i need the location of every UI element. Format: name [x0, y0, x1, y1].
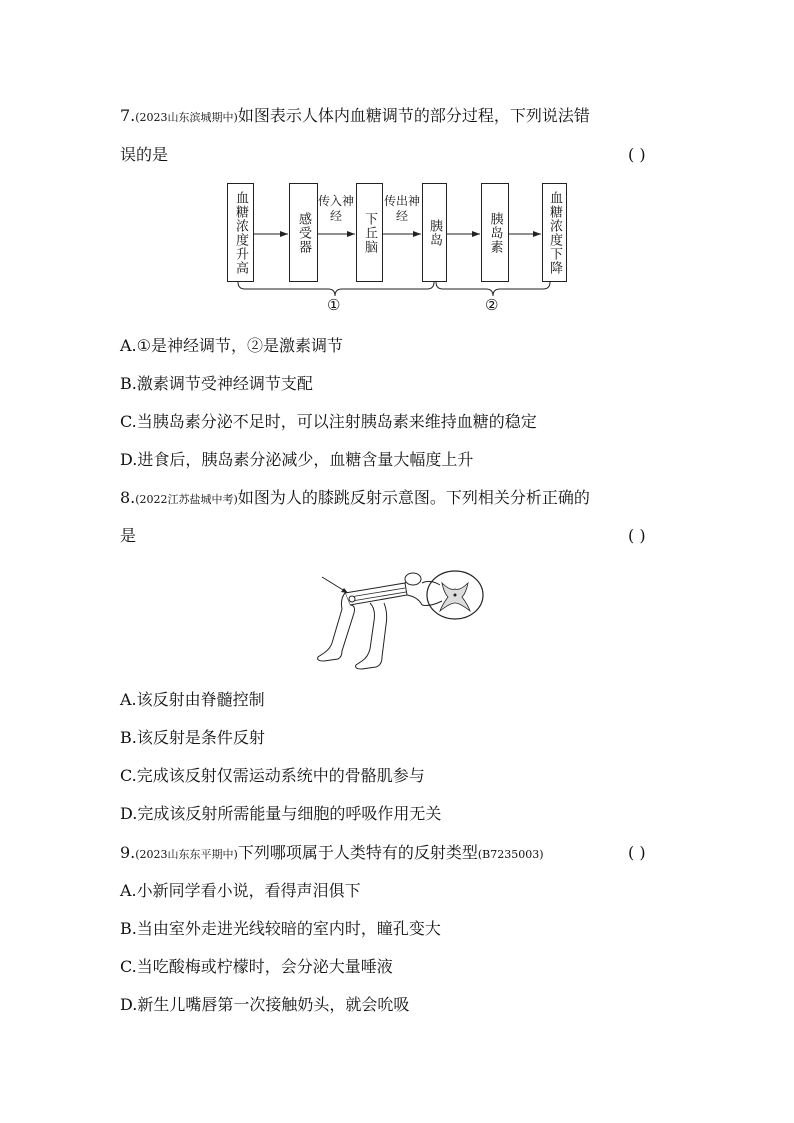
q9-option-d: D.新生儿嘴唇第一次接触奶头，就会吮吸 — [120, 995, 410, 1014]
q7-option-c: C.当胰岛素分泌不足时，可以注射胰岛素来维持血糖的稳定 — [120, 412, 537, 431]
q9-answer-blank: ( ) — [628, 843, 646, 862]
q8-stem-line1 — [120, 488, 590, 510]
q7-number: 7. — [120, 106, 136, 125]
brace-1 — [238, 282, 434, 296]
q8-number: 8. — [120, 488, 136, 507]
q8-stem-line2: 是 — [120, 526, 137, 545]
q7-source: (2023山东滨城期中) — [135, 111, 238, 124]
box-blood-sugar-drop: 血糖浓度下降 — [542, 183, 567, 282]
q8-option-c: C.完成该反射仅需运动系统中的骨骼肌参与 — [120, 766, 425, 785]
q9-stem-text: 下列哪项属于人类特有的反射类型 — [237, 843, 478, 862]
box-receptor: 感受器 — [289, 183, 318, 282]
q9-option-a: A.小新同学看小说，看得声泪俱下 — [120, 881, 361, 900]
brace-2 — [436, 282, 550, 296]
receptor-circle — [349, 596, 355, 602]
q7-option-d: D.进食后，胰岛素分泌减少，血糖含量大幅度上升 — [120, 450, 474, 469]
box-hypothalamus: 下丘脑 — [356, 183, 383, 282]
ganglion — [405, 573, 421, 585]
knee-jerk-illustration — [310, 565, 490, 675]
q8-source: (2022江苏盐城中考) — [135, 493, 238, 506]
box-insulin: 胰岛素 — [481, 183, 509, 282]
q9-number: 9. — [120, 843, 136, 862]
box-blood-sugar-rise: 血糖浓度升高 — [227, 183, 254, 282]
q8-option-d: D.完成该反射所需能量与细胞的呼吸作用无关 — [120, 804, 442, 823]
q7-flow-diagram — [0, 0, 794, 330]
q9-code: (B7235003) — [477, 848, 544, 861]
label-efferent-nerve: 传出神经 — [384, 194, 421, 223]
q7-stem-line2: 误的是 — [120, 145, 169, 164]
label-afferent-nerve: 传入神经 — [318, 194, 355, 223]
q9-stem — [120, 843, 544, 865]
thigh — [345, 583, 407, 605]
box-islet: 胰岛 — [422, 183, 447, 282]
efferent-path — [407, 595, 422, 605]
brace-label-1: ① — [327, 296, 341, 314]
lower-leg-front — [318, 593, 355, 661]
q9-option-c: C.当吃酸梅或柠檬时，会分泌大量唾液 — [120, 957, 393, 976]
q7-option-a: A.①是神经调节，②是激素调节 — [120, 336, 343, 355]
brace-label-2: ② — [485, 296, 499, 314]
q7-stem-text: 如图表示人体内血糖调节的部分过程，下列说法错 — [237, 106, 590, 125]
q9-option-b: B.当由室外走进光线较暗的室内时，瞳孔变大 — [120, 919, 441, 938]
q8-option-b: B.该反射是条件反射 — [120, 728, 265, 747]
q7-diagram-lines — [0, 0, 794, 330]
q8-option-a: A.该反射由脊髓控制 — [120, 690, 265, 709]
q8-stem-text: 如图为人的膝跳反射示意图。下列相关分析正确的 — [237, 488, 590, 507]
lower-leg-back — [356, 603, 387, 669]
q8-answer-blank: ( ) — [628, 526, 646, 545]
q7-answer-blank: ( ) — [628, 145, 646, 164]
q9-source: (2023山东东平期中) — [135, 848, 238, 861]
q7-option-b: B.激素调节受神经调节支配 — [120, 374, 313, 393]
